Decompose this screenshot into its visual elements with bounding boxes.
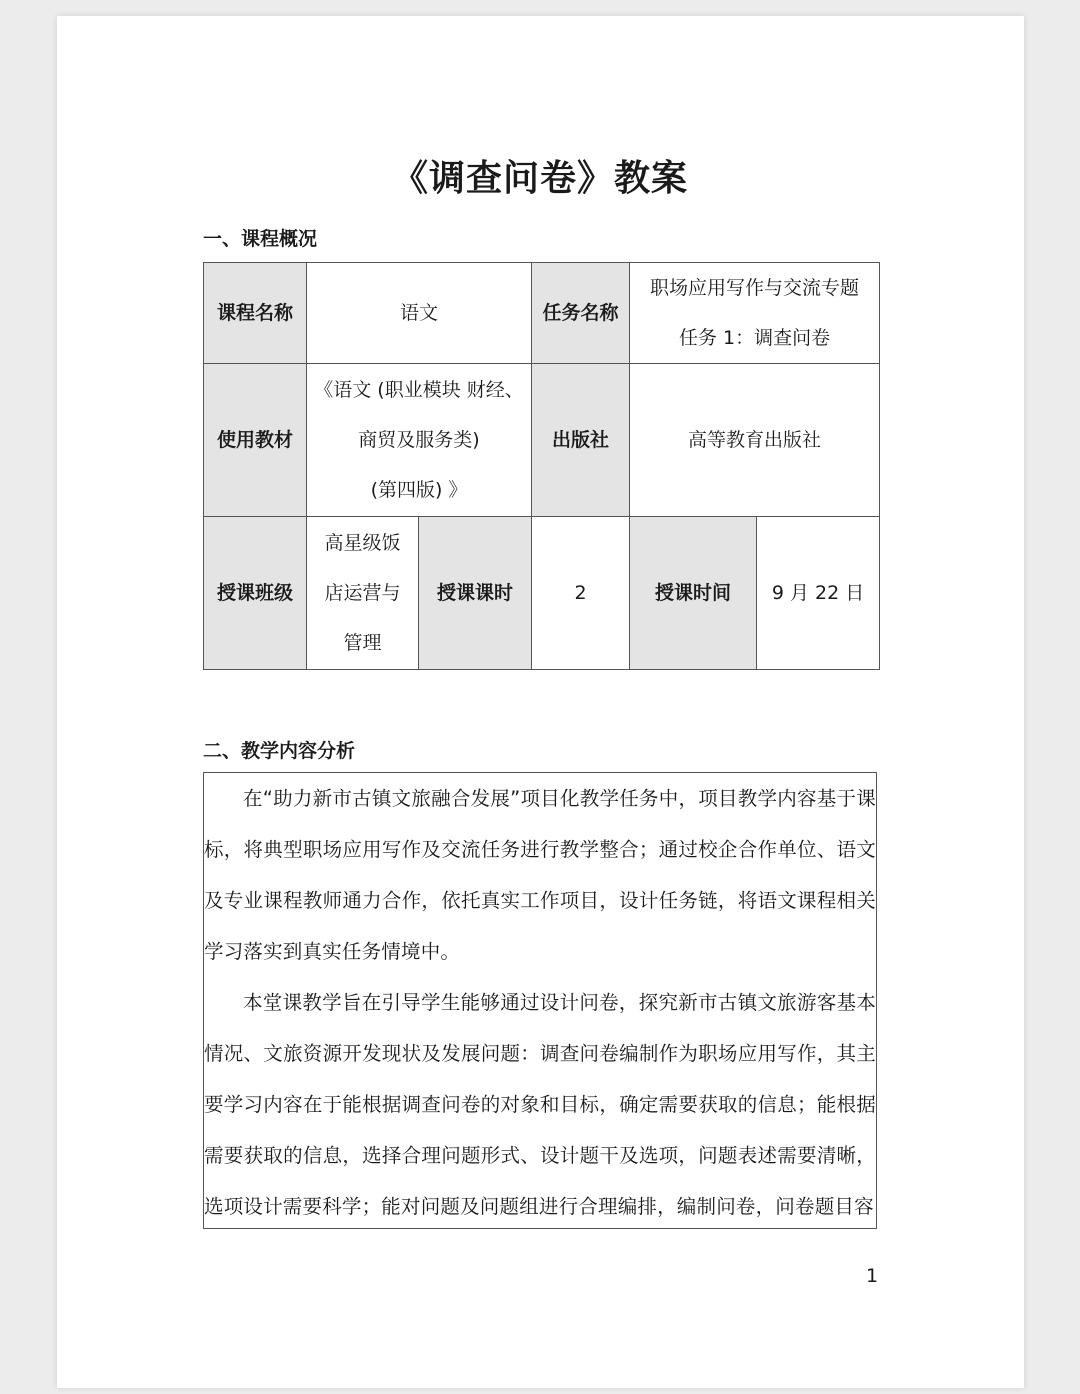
class-line: 管理 [343,632,382,654]
course-name-value: 语文 [307,263,532,364]
section-heading-course-overview: 一、课程概况 [203,228,318,250]
page-number: 1 [866,1265,879,1287]
class-line: 高星级饭 [324,532,401,554]
table-row [204,517,880,670]
paragraph: 本堂课教学旨在引导学生能够通过设计问卷，探究新市古镇文旅游客基本情况、文旅资源开发现状及发展问题：调查问卷编制作为职场应用写作，其主要学习内容在于能根据调查问卷的对象和目标，确定需要获取的信息；能根据需要获取的信息，选择合理问题形式、设计题干及选项，问题表述需要清晰，选项设计需要科学；能对问题及问题组进行合理编排，编制问卷，问卷题目容 [204,991,876,1218]
course-name-label: 课程名称 [204,263,307,364]
hours-value: 2 [532,517,630,670]
time-label: 授课时间 [630,517,757,670]
task-name-line: 职场应用写作与交流专题 [650,277,860,299]
publisher-label: 出版社 [532,364,630,517]
textbook-label: 使用教材 [204,364,307,517]
textbook-line: 商贸及服务类) [358,429,480,451]
hours-label: 授课课时 [419,517,532,670]
course-overview-table [203,262,880,670]
textbook-line: 《语文 (职业模块 财经、 [314,379,524,401]
class-line: 店运营与 [324,582,401,604]
textbook-value [307,364,532,517]
class-value [307,517,419,670]
publisher-value: 高等教育出版社 [630,364,880,517]
task-name-line: 任务 1：调查问卷 [678,327,831,349]
table-row [204,364,880,517]
document-title: 《调查问卷》教案 [391,158,688,199]
class-label: 授课班级 [204,517,307,670]
section-heading-content-analysis: 二、教学内容分析 [203,740,356,762]
time-value: 9 月 22 日 [757,517,880,670]
task-name-label: 任务名称 [532,263,630,364]
task-name-value [630,263,880,364]
paragraph: 在“助力新市古镇文旅融合发展”项目化教学任务中，项目教学内容基于课标，将典型职场应用写作及交流任务进行教学整合；通过校企合作单位、语文及专业课程教师通力合作，依托真实工作项目，设计任务链，将语文课程相关学习落实到真实任务情境中。 [204,787,876,963]
content-analysis-box [203,772,877,1229]
textbook-line: (第四版) 》 [370,479,468,501]
table-row [204,263,880,364]
